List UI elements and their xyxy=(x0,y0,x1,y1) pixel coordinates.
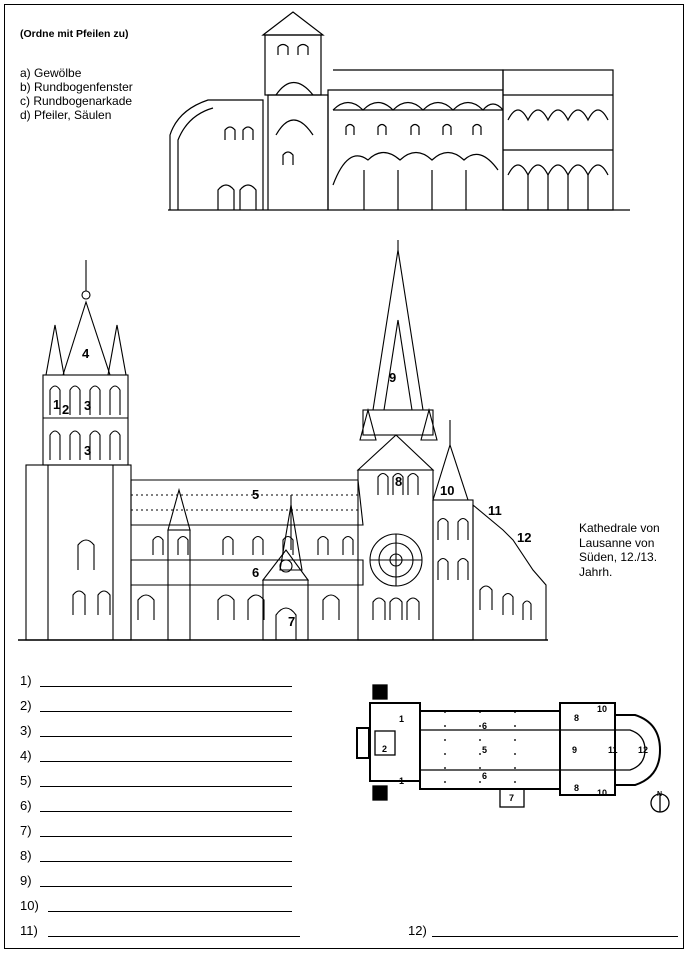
facade-num-8: 8 xyxy=(395,474,403,489)
plan-num-1b: 1 xyxy=(399,776,405,786)
facade-num-2: 2 xyxy=(62,402,70,417)
answer-line-9[interactable] xyxy=(20,870,300,890)
plan-num-8b: 8 xyxy=(574,783,580,793)
answer-line-8[interactable] xyxy=(20,845,300,865)
plan-num-6b: 6 xyxy=(482,771,488,781)
facade-num-12: 12 xyxy=(517,530,532,545)
facade-drawing xyxy=(18,240,548,650)
facade-num-10: 10 xyxy=(440,483,455,498)
plan-num-12: 12 xyxy=(638,745,649,755)
facade-num-6: 6 xyxy=(252,565,260,580)
option-d: d) Pfeiler, Säulen xyxy=(20,108,112,122)
answer-line-12[interactable] xyxy=(408,920,680,940)
plan-num-6a: 6 xyxy=(482,721,488,731)
plan-north-label: N xyxy=(657,791,663,798)
answer-label-11: 11) xyxy=(20,923,38,938)
answer-line-3[interactable] xyxy=(20,720,300,740)
plan-num-5: 5 xyxy=(482,745,488,755)
answer-label-6: 6) xyxy=(20,798,32,813)
answer-label-9: 9) xyxy=(20,873,32,888)
answer-line-11[interactable] xyxy=(20,920,302,940)
facade-num-3b: 3 xyxy=(84,443,92,458)
answer-label-1: 1) xyxy=(20,673,32,688)
facade-num-3a: 3 xyxy=(84,398,92,413)
cathedral-caption: Kathedrale von Lausanne von Süden, 12./13. Jahrh. xyxy=(579,521,660,579)
answer-label-3: 3) xyxy=(20,723,32,738)
instruction-text: (Ordne mit Pfeilen zu) xyxy=(20,28,129,40)
plan-num-9: 9 xyxy=(572,745,578,755)
plan-num-2: 2 xyxy=(382,744,388,754)
option-a: a) Gewölbe xyxy=(20,66,82,80)
option-list xyxy=(20,66,133,122)
facade-num-1: 1 xyxy=(53,397,61,412)
answer-line-4[interactable] xyxy=(20,745,300,765)
facade-num-4: 4 xyxy=(82,346,90,361)
answer-label-12: 12) xyxy=(408,923,427,938)
answer-line-2[interactable] xyxy=(20,695,300,715)
answer-line-1[interactable] xyxy=(20,670,300,690)
answer-label-8: 8) xyxy=(20,848,32,863)
answer-label-7: 7) xyxy=(20,823,32,838)
floor-plan-drawing xyxy=(355,683,675,818)
section-drawing xyxy=(168,10,630,220)
answer-label-2: 2) xyxy=(20,698,32,713)
facade-num-7: 7 xyxy=(288,614,296,629)
answer-label-5: 5) xyxy=(20,773,32,788)
answer-label-10: 10) xyxy=(20,898,39,913)
plan-num-7: 7 xyxy=(509,793,515,803)
plan-num-10b: 10 xyxy=(597,788,608,798)
answer-line-7[interactable] xyxy=(20,820,300,840)
plan-num-11: 11 xyxy=(608,745,618,755)
answer-line-6[interactable] xyxy=(20,795,300,815)
plan-num-10a: 10 xyxy=(597,704,608,714)
facade-num-5: 5 xyxy=(252,487,260,502)
facade-num-11: 11 xyxy=(488,503,502,518)
answer-label-4: 4) xyxy=(20,748,32,763)
option-c: c) Rundbogenarkade xyxy=(20,94,133,108)
option-b: b) Rundbogenfenster xyxy=(20,80,133,94)
plan-num-1a: 1 xyxy=(399,714,405,724)
answer-line-10[interactable] xyxy=(20,895,300,915)
answer-line-5[interactable] xyxy=(20,770,300,790)
facade-num-9: 9 xyxy=(389,370,397,385)
plan-num-8a: 8 xyxy=(574,713,580,723)
